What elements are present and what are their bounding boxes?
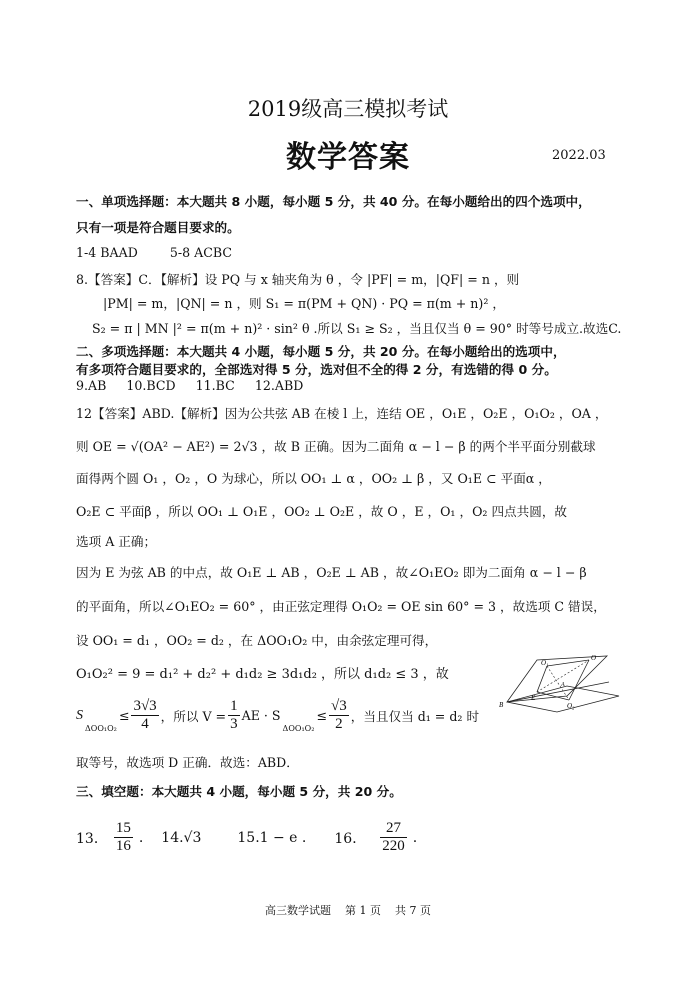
fraction-1-over-3: $\frac{1}{3}$	[230, 698, 238, 732]
q12-formula-row	[76, 698, 479, 733]
segment-o1-o-shape	[547, 660, 589, 666]
q12-line: 则 OE = √(OA² − AE²) = 2√3 ，故 B 正确。因为二面角 α − l − β 的两个半平面分别截球	[76, 439, 596, 454]
label-b: B	[499, 701, 504, 709]
q16-tail: .	[412, 829, 418, 846]
fraction-3sqrt3-over-4: $\frac{3√3}{4}$	[133, 698, 157, 732]
q12-line: 的平面角，所以∠O₁EO₂ = 60° ，由正弦定理得 O₁O₂ = OE sin 60° = 3 ，故选项 C 错误，	[76, 599, 606, 614]
q12-line: 选项 A 正确；	[76, 534, 157, 549]
q13-label: 13．	[76, 830, 108, 847]
dihedral-angle-diagram	[497, 652, 621, 714]
q12-line: 设 OO₁ = d₁ ，OO₂ = d₂ ，在 ΔOO₁O₂ 中，由余弦定理可得，	[76, 633, 438, 648]
subject-title: 数学答案	[286, 140, 410, 175]
formula-le: ≤	[118, 708, 130, 723]
q8-line1: 8.【答案】C．【解析】设 PQ 与 x 轴夹角为 θ ，令 |PF| = m，|QF| = n ，则	[76, 272, 520, 287]
segment-o1-o2-shape	[547, 666, 569, 700]
section2-answers: 9.AB 10.BCD 11.BC 12.ABD	[76, 378, 304, 393]
formula-mid2: AE · S	[241, 708, 281, 723]
fraction-sqrt3-over-2: $\frac{√3}{2}$	[330, 698, 347, 732]
formula-tail: ，当且仅当 d₁ = d₂ 时	[350, 709, 480, 724]
fill-in-answers	[76, 820, 417, 855]
q8-line2: |PM| = m，|QN| = n ，则 S₁ = π(PM + QN) · PQ = π(m + n)² ，	[103, 296, 505, 311]
q14-answer: 14.√3	[161, 829, 202, 846]
edge-line-shape	[507, 682, 609, 702]
section2-heading-line1: 二、多项选择题：本大题共 4 小题，每小题 5 分，共 20 分。在每小题给出的选项中，	[76, 344, 566, 359]
label-o: O	[591, 654, 597, 662]
page-footer: 高三数学试题 第 1 页 共 7 页	[265, 904, 431, 917]
q16-fraction: $\frac{27}{220}$	[382, 820, 405, 854]
section1-heading-line1: 一、单项选择题：本大题共 8 小题，每小题 5 分，共 40 分。在每小题给出的四个选项中，	[76, 194, 591, 209]
exam-date: 2022.03	[552, 148, 606, 163]
segment-o1-e-shape	[537, 666, 547, 692]
q13-fraction: $\frac{15}{16}$	[115, 820, 131, 854]
q12-line: 因为 E 为弦 AB 的中点，故 O₁E ⊥ AB ，O₂E ⊥ AB ，故∠O₁EO₂ 即为二面角 α − l − β	[76, 565, 587, 580]
formula-s-sub: ΔOO₁O₂	[85, 724, 117, 733]
q12-line: O₁O₂² = 9 = d₁² + d₂² + d₁d₂ ≥ 3d₁d₂ ，所以 d₁d₂ ≤ 3 ，故	[76, 667, 449, 682]
q12-line: 取等号，故选项 D 正确．故选：ABD．	[76, 755, 299, 770]
label-a: A	[561, 682, 565, 688]
q12-line: O₂E ⊂ 平面β ，所以 OO₁ ⊥ O₁E ，OO₂ ⊥ O₂E ，故 O ，E ，O₁ ，O₂ 四点共圆，故	[76, 504, 568, 519]
q12-line: 12【答案】ABD.【解析】因为公共弦 AB 在棱 l 上，连结 OE ，O₁E ，O₂E ，O₁O₂ ，OA ，	[76, 406, 608, 421]
label-o1: O₁	[541, 659, 549, 667]
section3-heading: 三、填空题：本大题共 4 小题，每小题 5 分，共 20 分。	[76, 784, 402, 799]
section1-heading-line2: 只有一项是符合题目要求的。	[76, 220, 240, 235]
q13-tail: .	[138, 829, 144, 846]
formula-le2: ≤	[316, 708, 327, 723]
label-o2: O₂	[567, 702, 575, 710]
q12-line: 面得两个圆 O₁ ，O₂ ，O 为球心，所以 OO₁ ⊥ α ，OO₂ ⊥ β ，又 O₁E ⊂ 平面α ，	[76, 471, 551, 486]
formula-s: S	[76, 707, 83, 723]
formula-mid: ，所以 V =	[160, 709, 227, 724]
section1-answers: 1-4 BAAD 5-8 ACBC	[76, 245, 232, 260]
q15-answer: 15.1 − e .	[237, 829, 307, 846]
formula-s-sub2: ΔOO₁O₂	[282, 724, 315, 733]
label-e: E	[531, 694, 536, 702]
exam-title: 2019级高三模拟考试	[247, 97, 449, 121]
plane-alpha-shape	[507, 656, 607, 702]
section2-heading-line2: 有多项符合题目要求的，全部选对得 5 分，选对但不全的得 2 分，有选错的得 0 分。	[76, 362, 557, 377]
q8-line3: S₂ = π | MN |² = π(m + n)² · sin² θ .所以 S₁ ≥ S₂ ，当且仅当 θ = 90° 时等号成立.故选C.	[92, 321, 622, 336]
q16-label: 16．	[334, 830, 367, 847]
